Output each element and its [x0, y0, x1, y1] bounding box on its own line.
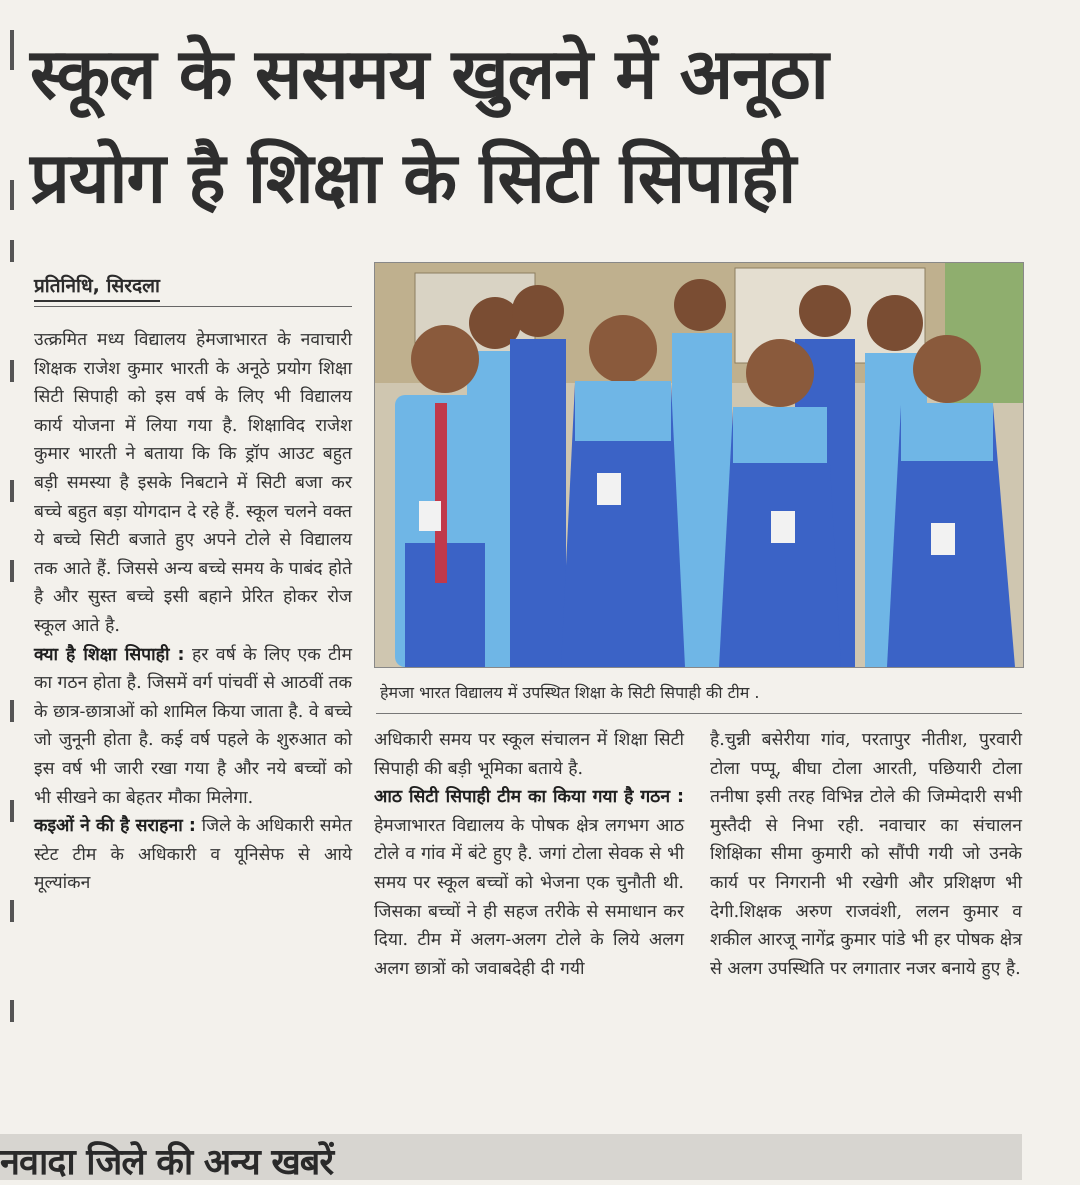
article-column-1: [34, 326, 352, 898]
edge-rule: [10, 480, 14, 502]
edge-rule: [10, 560, 14, 582]
col1-paragraph-2-text: हर वर्ष के लिए एक टीम का गठन होता है. जिसमें वर्ग पांचवीं से आठवीं तक के छात्र-छात्राओं को शामिल किया जाता है. वे बच्चे जो जुनूनी होता है. कई वर्ष पहले के शुरुआत को इस वर्ष भी जारी रखा गया है और नये बच्चों को भी सीखने का बेहतर मौका मिलेगा.: [34, 644, 352, 808]
subheading-team-formed: आठ सिटी सिपाही टीम का किया गया है गठन :: [374, 787, 684, 808]
caption-divider: [376, 713, 1022, 714]
article-column-2: [374, 726, 684, 983]
edge-rule: [10, 900, 14, 922]
edge-rule: [10, 360, 14, 382]
edge-rule: [10, 30, 14, 70]
section-title-other-news: नवादा जिले की अन्य खबरें: [0, 1142, 334, 1183]
col2-paragraph-2: [374, 783, 684, 983]
edge-rule: [10, 1000, 14, 1022]
headline: [30, 22, 1040, 230]
edge-rule: [10, 180, 14, 210]
photo-caption: हेमजा भारत विद्यालय में उपस्थित शिक्षा के सिटी सिपाही की टीम .: [380, 683, 760, 702]
subheading-what-is: क्या है शिक्षा सिपाही :: [34, 644, 185, 665]
col2-paragraph-1: अधिकारी समय पर स्कूल संचालन में शिक्षा सिटी सिपाही की बड़ी भूमिका बताये है.: [374, 730, 684, 779]
news-photo: [374, 262, 1024, 668]
article-column-3: [710, 726, 1022, 983]
col1-paragraph-3-text: जिले के अधिकारी समेत स्टेट टीम के अधिकारी व यूनिसेफ से आये मूल्यांकन: [34, 816, 352, 894]
headline-line-1: स्कूल के ससमय खुलने में अनूठा: [30, 33, 828, 115]
edge-rule: [10, 240, 14, 262]
edge-rule: [10, 800, 14, 822]
col1-paragraph-2: [34, 641, 352, 813]
col2-paragraph-2-text: हेमजाभारत विद्यालय के पोषक क्षेत्र लगभग आठ टोले व गांव में बंटे हुए है. जगां टोला सेवक से भी समय पर स्कूल बच्चों को भेजना एक चुनौती थी. जिसका बच्चों ने ही सहज तरीके से समाधान कर दिया. टीम में अलग-अलग टोले के लिये अलग अलग छात्रों को जवाबदेही दी गयी: [374, 815, 684, 979]
byline: प्रतिनिधि, सिरदला: [34, 272, 160, 302]
subheading-praise: कइओं ने की है सराहना :: [34, 816, 196, 837]
col1-paragraph-3: [34, 812, 352, 898]
headline-line-2: प्रयोग है शिक्षा के सिटी सिपाही: [30, 137, 796, 219]
edge-rule: [10, 700, 14, 722]
byline-divider: [34, 306, 352, 307]
col3-paragraph-1: है.चुन्नी बसेरीया गांव, परतापुर नीतीश, पुरवारी टोला पप्पू, बीघा टोला आरती, पछियारी टोला तनीषा इसी तरह विभिन्न टोले की जिम्मेदारी सभी मुस्तैदी से निभा रही. नवाचार का संचालन शिक्षिका सीमा कुमारी को सौंपी गयी जो उनके कार्य पर निगरानी भी रखेगी और प्रशिक्षण भी देगी.शिक्षक अरुण राजवंशी, ललन कुमार व शकील आरजू नागेंद्र कुमार पांडे भी हर पोषक क्षेत्र से अलग उपस्थिति पर लगातार नजर बनाये हुए है.: [710, 730, 1022, 979]
students-photo-illustration: [375, 263, 1023, 667]
col1-paragraph-1: उत्क्रमित मध्य विद्यालय हेमजाभारत के नवाचारी शिक्षक राजेश कुमार भारती के अनूठे प्रयोग शिक्षा सिटी सिपाही को इस वर्ष के लिए भी विद्यालय कार्य योजना में लिया गया है. शिक्षाविद राजेश कुमार भारती ने बताया कि कि ड्रॉप आउट बहुत बड़ी समस्या है इसके निबटाने में सिटी बजा कर बच्चे बहुत बड़ा योगदान दे रहे हैं. स्कूल चलने वक्त ये बच्चे सिटी बजाते हुए अपने टोले से विद्यालय तक आते हैं. जिससे अन्य बच्चे समय के पाबंद होते है और सुस्त बच्चे इसी बहाने प्रेरित होकर रोज स्कूल आते है.: [34, 330, 352, 636]
